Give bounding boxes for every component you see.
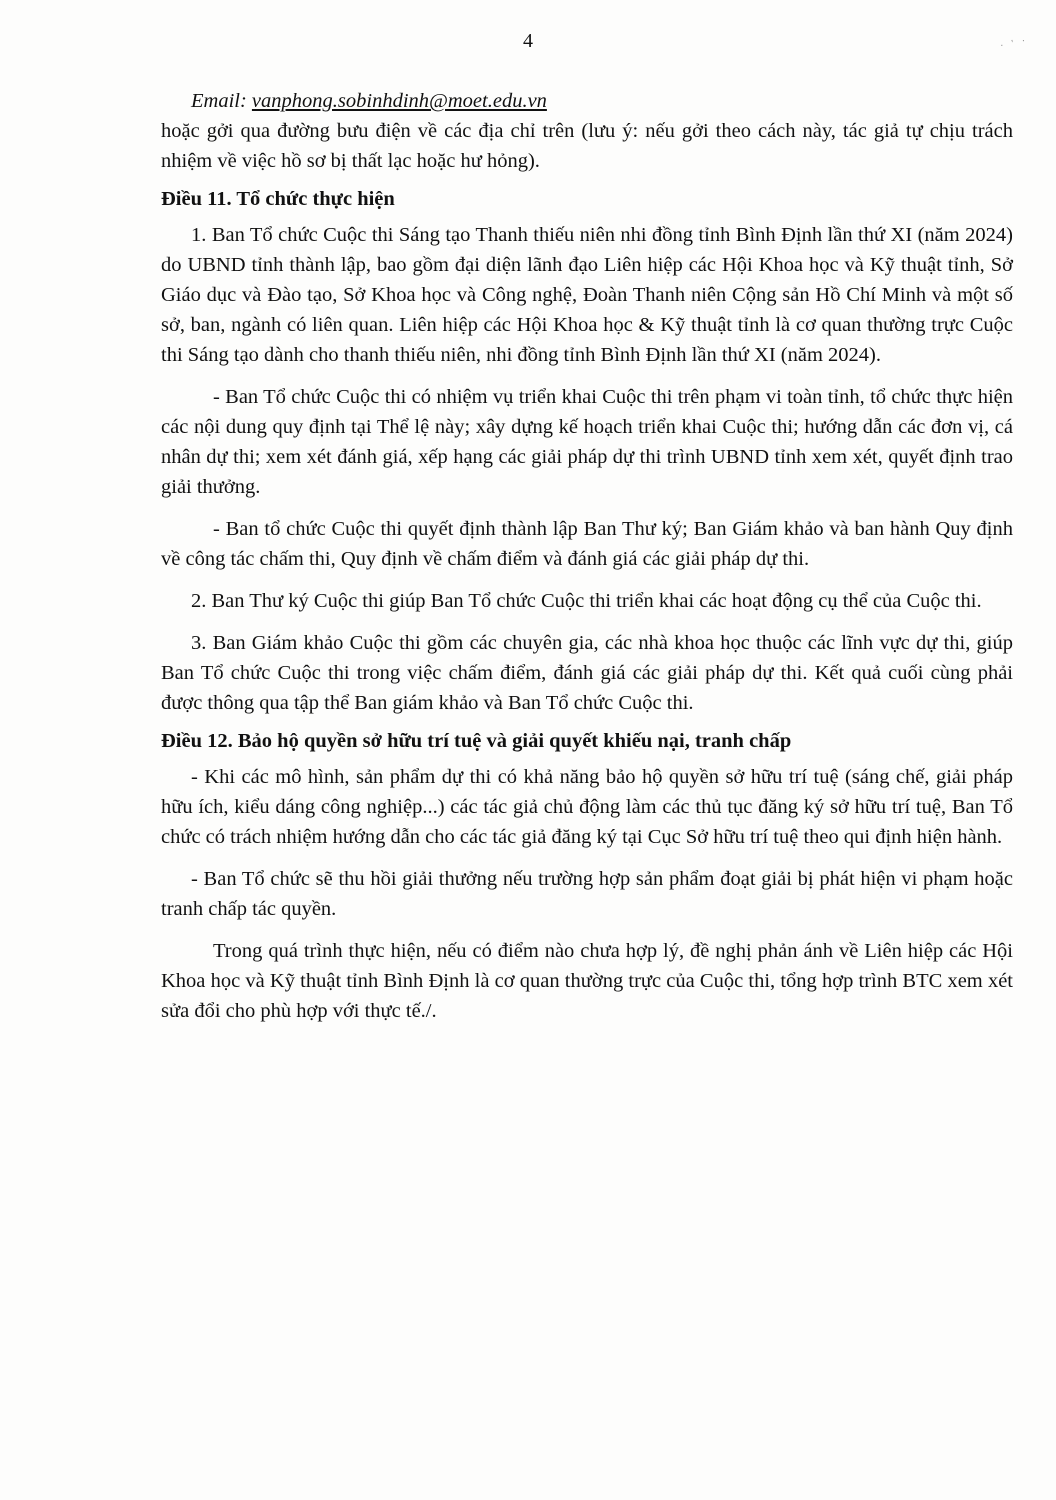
article-11-clause-1-duty: - Ban Tổ chức Cuộc thi có nhiệm vụ triển khai Cuộc thi trên phạm vi toàn tỉnh, tổ chức thực hiện các nội dung quy định tại Thể lệ này; xây dựng kế hoạch triển khai Cuộc thi; hướng dẫn các đơn vị, cá nhân dự thi; xem xét đánh giá, xếp hạng các giải pháp dự thi trình UBND tỉnh xem xét, quyết định trao giải thưởng. xyxy=(161,386,1013,498)
article-12-bullet-ip: - Khi các mô hình, sản phẩm dự thi có khả năng bảo hộ quyền sở hữu trí tuệ (sáng chế, giải pháp hữu ích, kiểu dáng công nghiệp...) các tác giả chủ động làm các thủ tục đăng ký sở hữu trí tuệ, Ban Tổ chức có trách nhiệm hướng dẫn cho các tác giả đăng ký tại Cục Sở hữu trí tuệ theo qui định hiện hành. xyxy=(161,766,1013,848)
article-11-clause-3: 3. Ban Giám khảo Cuộc thi gồm các chuyên gia, các nhà khoa học thuộc các lĩnh vực dự thi, giúp Ban Tổ chức Cuộc thi trong việc chấm điểm, đánh giá các giải pháp dự thi. Kết quả cuối cùng phải được thông qua tập thể Ban giám khảo và Ban Tổ chức Cuộc thi. xyxy=(161,632,1013,714)
page-number: 4 xyxy=(523,30,533,52)
article-11-heading: Điều 11. Tổ chức thực hiện xyxy=(161,188,395,210)
closing-paragraph: Trong quá trình thực hiện, nếu có điểm nào chưa hợp lý, đề nghị phản ánh về Liên hiệp các Hội Khoa học và Kỹ thuật tỉnh Bình Định là cơ quan thường trực của Cuộc thi, tổng hợp trình BTC xem xét sửa đổi cho phù hợp với thực tế./. xyxy=(161,940,1013,1022)
article-11-clause-2: 2. Ban Thư ký Cuộc thi giúp Ban Tổ chức Cuộc thi triển khai các hoạt động cụ thể của Cuộc thi. xyxy=(191,590,982,612)
email-line xyxy=(161,86,1013,116)
article-12-heading: Điều 12. Bảo hộ quyền sở hữu trí tuệ và giải quyết khiếu nại, tranh chấp xyxy=(161,730,792,752)
email-label: Email: xyxy=(191,90,247,112)
document-body xyxy=(161,86,1013,1026)
email-address-link[interactable]: vanphong.sobinhdinh@moet.edu.vn xyxy=(251,90,547,112)
intro-continuation: hoặc gởi qua đường bưu điện về các địa chỉ trên (lưu ý: nếu gởi theo cách này, tác giả tự chịu trách nhiệm về việc hồ sơ bị thất lạc hoặc hư hỏng). xyxy=(161,120,1013,172)
article-11-clause-1: 1. Ban Tổ chức Cuộc thi Sáng tạo Thanh thiếu niên nhi đồng tỉnh Bình Định lần thứ XI (năm 2024) do UBND tỉnh thành lập, bao gồm đại diện lãnh đạo Liên hiệp các Hội Khoa học và Kỹ thuật tỉnh, Sở Giáo dục và Đào tạo, Sở Khoa học và Công nghệ, Đoàn Thanh niên Cộng sản Hồ Chí Minh và một số sở, ban, ngành có liên quan. Liên hiệp các Hội Khoa học & Kỹ thuật tỉnh là cơ quan thường trực Cuộc thi Sáng tạo dành cho thanh thiếu niên, nhi đồng tỉnh Bình Định lần thứ XI (năm 2024). xyxy=(161,224,1013,366)
article-12-bullet-revoke: - Ban Tổ chức sẽ thu hồi giải thưởng nếu trường hợp sản phẩm đoạt giải bị phát hiện vi phạm hoặc tranh chấp tác quyền. xyxy=(161,868,1013,920)
article-11-clause-1-establish: - Ban tổ chức Cuộc thi quyết định thành lập Ban Thư ký; Ban Giám khảo và ban hành Quy định về công tác chấm thi, Quy định về chấm điểm và đánh giá các giải pháp dự thi. xyxy=(161,518,1013,570)
scan-artifact: · ' · xyxy=(998,35,1029,52)
